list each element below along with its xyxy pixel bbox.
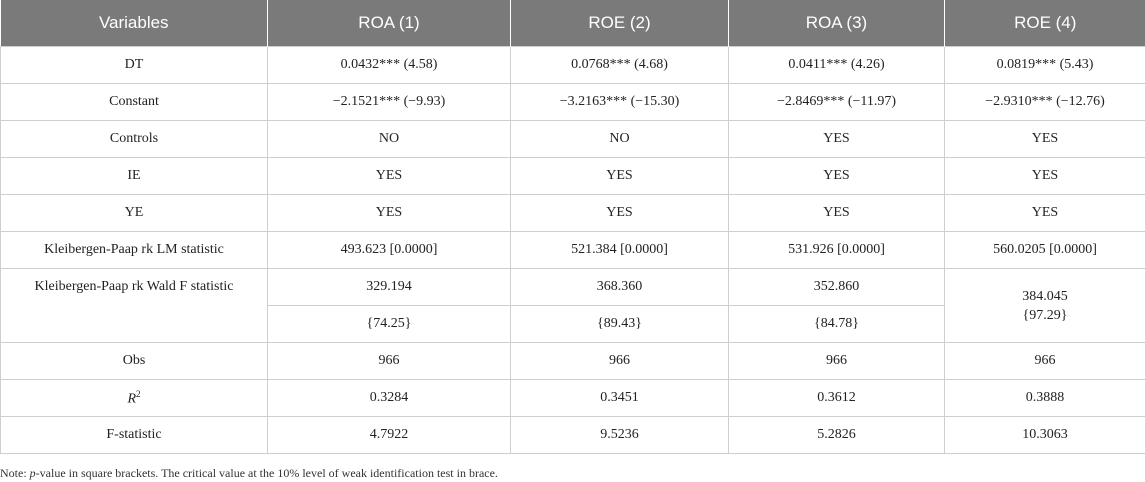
header-roe-2: ROE (2) (511, 0, 729, 47)
table-cell: 493.623 [0.0000] (268, 232, 511, 269)
table-cell: 0.0819*** (5.43) (945, 47, 1145, 84)
header-variables: Variables (1, 0, 268, 47)
row-label: F-statistic (1, 417, 268, 454)
table-cell: YES (511, 195, 729, 232)
table-cell: 0.0432*** (4.58) (268, 47, 511, 84)
table-cell: 0.3888 (945, 380, 1145, 417)
table-cell: NO (268, 121, 511, 158)
header-row (1, 0, 1145, 47)
row-label: Kleibergen-Paap rk Wald F statistic (1, 269, 268, 343)
table-row-kp-wald (1, 269, 1145, 306)
table-cell: 966 (945, 343, 1145, 380)
table-cell: 0.0768*** (4.68) (511, 47, 729, 84)
wald-value: 384.045 (1022, 288, 1068, 304)
table-cell: YES (945, 195, 1145, 232)
table-cell: 0.3284 (268, 380, 511, 417)
table-cell: YES (729, 195, 945, 232)
table-cell: −2.1521*** (−9.93) (268, 84, 511, 121)
table-cell: YES (945, 158, 1145, 195)
table-cell: YES (268, 195, 511, 232)
table-cell: YES (729, 158, 945, 195)
table-cell: 4.7922 (268, 417, 511, 454)
table-cell: 352.860 (729, 269, 945, 306)
table-row-constant (1, 84, 1145, 121)
table-row-ie (1, 158, 1145, 195)
row-label: Kleibergen-Paap rk LM statistic (1, 232, 268, 269)
table-cell: {89.43} (511, 306, 729, 343)
row-label: Obs (1, 343, 268, 380)
table-cell: 368.360 (511, 269, 729, 306)
table-cell: 521.384 [0.0000] (511, 232, 729, 269)
table-cell: 966 (268, 343, 511, 380)
table-cell: {84.78} (729, 306, 945, 343)
table-row-kp-lm (1, 232, 1145, 269)
row-label: DT (1, 47, 268, 84)
table-cell-merged (945, 269, 1145, 343)
table-cell: 10.3063 (945, 417, 1145, 454)
table-row-controls (1, 121, 1145, 158)
header-roe-4: ROE (4) (945, 0, 1145, 47)
table-cell: 0.3612 (729, 380, 945, 417)
header-roa-1: ROA (1) (268, 0, 511, 47)
table-cell: 531.926 [0.0000] (729, 232, 945, 269)
row-label: YE (1, 195, 268, 232)
table-cell: 329.194 (268, 269, 511, 306)
table-cell: −2.8469*** (−11.97) (729, 84, 945, 121)
table-cell: YES (511, 158, 729, 195)
table-cell: NO (511, 121, 729, 158)
table-row-dt (1, 47, 1145, 84)
table-cell: 0.3451 (511, 380, 729, 417)
table-cell: 0.0411*** (4.26) (729, 47, 945, 84)
table-cell: 966 (511, 343, 729, 380)
table-row-r2 (1, 380, 1145, 417)
table-row-ye (1, 195, 1145, 232)
note-rest: -value in square brackets. The critical value at the 10% level of weak identification test in brace. (35, 466, 498, 480)
table-cell: 9.5236 (511, 417, 729, 454)
table-note (0, 466, 498, 481)
r2-superscript: 2 (136, 388, 141, 399)
r2-letter: R (127, 391, 137, 407)
row-label: Controls (1, 121, 268, 158)
row-label (1, 380, 268, 417)
wald-critical: {97.29} (1022, 307, 1068, 323)
table-cell: 560.0205 [0.0000] (945, 232, 1145, 269)
table-row-fstat (1, 417, 1145, 454)
table-cell: −3.2163*** (−15.30) (511, 84, 729, 121)
table-cell: −2.9310*** (−12.76) (945, 84, 1145, 121)
note-prefix: Note: (0, 466, 30, 480)
table-cell: YES (945, 121, 1145, 158)
table-cell: {74.25} (268, 306, 511, 343)
table-cell: YES (729, 121, 945, 158)
table-cell: 5.2826 (729, 417, 945, 454)
table-cell: 966 (729, 343, 945, 380)
row-label: IE (1, 158, 268, 195)
row-label: Constant (1, 84, 268, 121)
table-row-obs (1, 343, 1145, 380)
table-cell: YES (268, 158, 511, 195)
header-roa-3: ROA (3) (729, 0, 945, 47)
note-p-italic: p (29, 466, 36, 480)
